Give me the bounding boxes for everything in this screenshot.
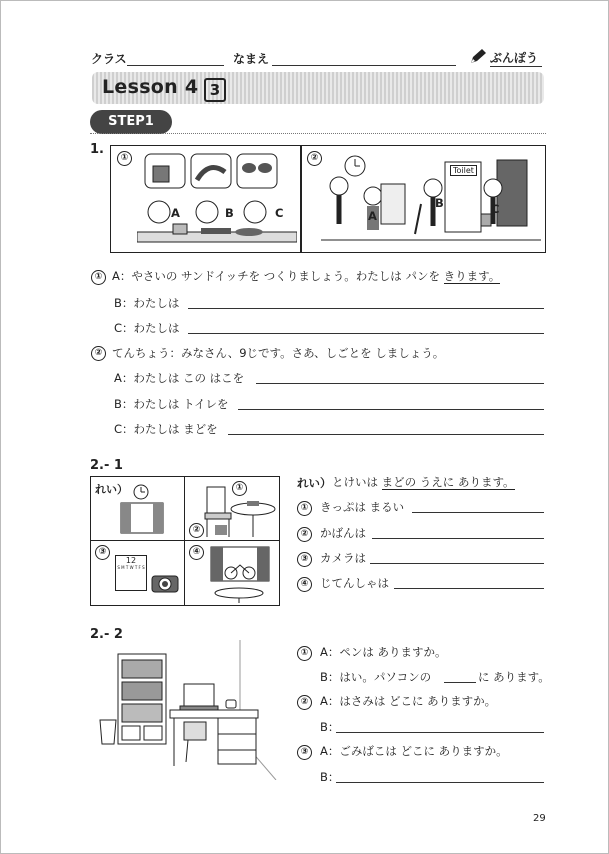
- camera-icon: [151, 571, 179, 593]
- label-c: C: [275, 206, 284, 220]
- pen-icon: [468, 47, 488, 65]
- section22-number: 2.- 2: [90, 627, 123, 642]
- s22-q3-a: A：ごみばこは どこに ありますか。: [320, 744, 508, 758]
- s22-q1-answer-line[interactable]: [444, 682, 476, 683]
- grid-number-3: ③: [95, 545, 110, 560]
- q2-number: ②: [91, 346, 106, 361]
- item3-answer-line[interactable]: [370, 563, 544, 564]
- q2-a-answer-line[interactable]: [256, 383, 544, 384]
- q1-number: ①: [91, 270, 106, 285]
- q1-c-answer-line[interactable]: [188, 333, 544, 334]
- s22-q1-a: A：ペンは ありますか。: [320, 645, 447, 659]
- bunpou-label: ぶんぽう: [490, 51, 539, 65]
- kitchen-illustration: [137, 152, 297, 250]
- name-field[interactable]: [272, 65, 456, 66]
- s22-q3-b: B：: [320, 770, 340, 784]
- lesson-number: 3: [204, 78, 226, 102]
- calendar-month: 12: [125, 556, 137, 565]
- bicycle-window-illustration: [207, 545, 273, 603]
- picture-panel-1: [110, 145, 302, 253]
- picture-grid: [90, 476, 280, 606]
- q1-a-answer: きります。: [443, 269, 501, 283]
- lesson-title: Lesson 4: [102, 76, 199, 98]
- s22-q1-b-pre: B：はい。パソコンの: [320, 670, 432, 684]
- page-number: 29: [533, 813, 546, 824]
- calendar-illustration: [115, 555, 147, 591]
- example-answer: まどの うえに あります。: [381, 475, 515, 489]
- step-divider: [90, 133, 546, 134]
- q2-a-label: A：わたしは この はこを: [114, 371, 245, 385]
- item2-answer-line[interactable]: [372, 538, 544, 539]
- bunpou-underline: [490, 66, 542, 67]
- s22-q2-number: ②: [297, 695, 312, 710]
- toilet-sign: Toilet: [450, 165, 477, 176]
- calendar-days: S M T W T F S: [117, 565, 145, 570]
- class-label: クラス: [91, 52, 127, 66]
- s22-q2-answer-line[interactable]: [336, 732, 544, 733]
- q1-b-label: B：わたしは: [114, 296, 180, 310]
- step-badge: STEP1: [90, 110, 172, 134]
- grid-number-1: ①: [232, 481, 247, 496]
- item2-number: ②: [297, 527, 312, 542]
- q1-a-line: A：やさいの サンドイッチを つくりましょう。わたしは パンを きります。: [112, 269, 501, 283]
- item3-number: ③: [297, 552, 312, 567]
- example-sentence: とけいは まどの うえに あります。: [332, 475, 515, 489]
- name-label: なまえ: [233, 52, 270, 66]
- q1-c-label: C：わたしは: [114, 321, 180, 335]
- section1-number: 1.: [90, 142, 104, 157]
- q2-intro: てんちょう：みなさん、9じです。さあ、しごとを しましょう。: [112, 346, 445, 360]
- item2-text: かばんは: [320, 526, 366, 540]
- label-a: A: [171, 206, 180, 220]
- s22-q2-b: B：: [320, 720, 340, 734]
- item3-text: カメラは: [320, 551, 366, 565]
- grid-rei-label: れい）: [95, 483, 128, 496]
- item1-number: ①: [297, 501, 312, 516]
- panel2-number: ②: [307, 151, 322, 166]
- item4-number: ④: [297, 577, 312, 592]
- grid-number-2: ②: [189, 523, 204, 538]
- item1-text: きっぷは まるい: [320, 500, 405, 514]
- label-a: A: [368, 209, 377, 223]
- s22-q2-a: A：はさみは どこに ありますか。: [320, 694, 497, 708]
- s22-q3-answer-line[interactable]: [336, 782, 544, 783]
- window-clock-illustration: [113, 483, 171, 537]
- label-c: C: [491, 202, 500, 216]
- s22-q3-number: ③: [297, 745, 312, 760]
- label-b: B: [435, 196, 444, 210]
- q2-c-answer-line[interactable]: [228, 434, 544, 435]
- q2-c-label: C：わたしは まどを: [114, 422, 218, 436]
- room-desk-illustration: [94, 640, 280, 780]
- picture-panel-2: [300, 145, 546, 253]
- grid-number-4: ④: [189, 545, 204, 560]
- q1-b-answer-line[interactable]: [188, 308, 544, 309]
- s22-q1-number: ①: [297, 646, 312, 661]
- section21-number: 2.- 1: [90, 458, 123, 473]
- q2-b-label: B：わたしは トイレを: [114, 397, 229, 411]
- class-field[interactable]: [127, 65, 224, 66]
- label-b: B: [225, 206, 234, 220]
- example-label: れい）: [297, 476, 332, 490]
- chair-table-illustration: [203, 483, 277, 539]
- shop-cleaning-illustration: [321, 154, 541, 250]
- item1-answer-line[interactable]: [412, 512, 544, 513]
- q2-b-answer-line[interactable]: [238, 409, 544, 410]
- s22-q1-b-post: に あります。: [478, 670, 550, 684]
- panel1-number: ①: [117, 151, 132, 166]
- item4-answer-line[interactable]: [394, 588, 544, 589]
- item4-text: じてんしゃは: [320, 576, 389, 590]
